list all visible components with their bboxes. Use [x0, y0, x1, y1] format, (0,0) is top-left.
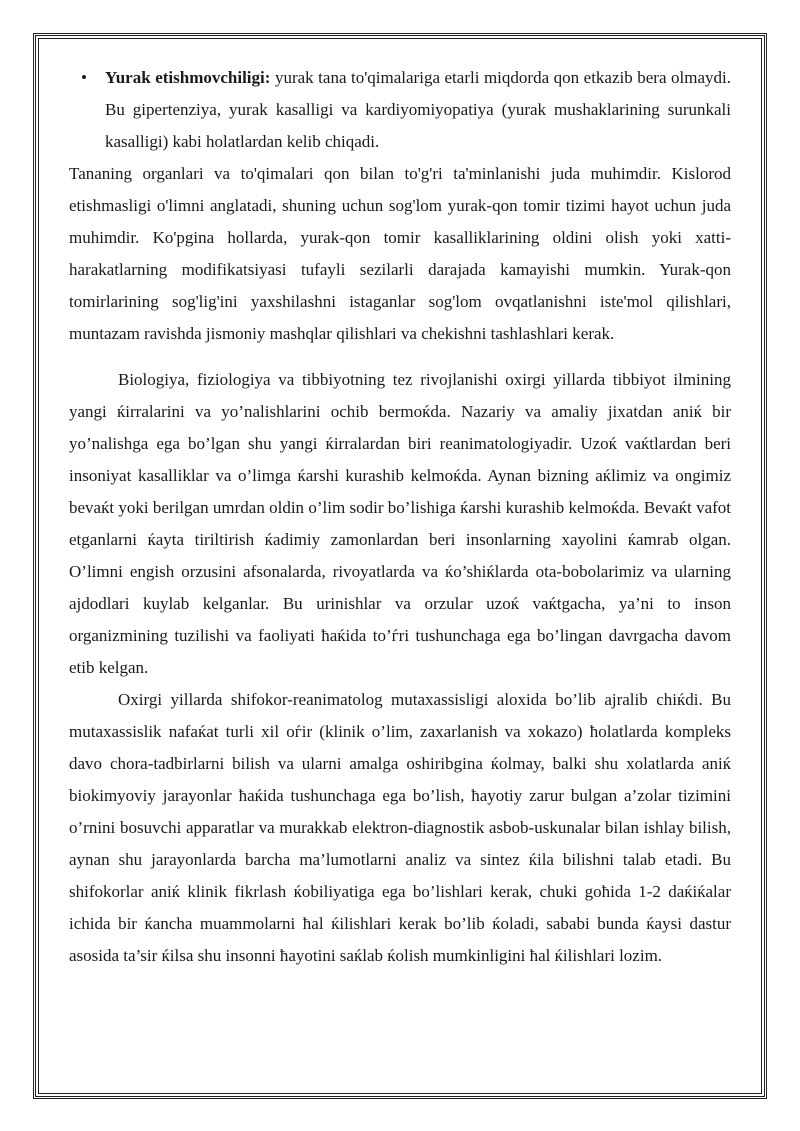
bullet-text: yurak tana to'qimalariga etarli miqdorda qon etkazib bera olmaydi. Bu gipertenziya, yurak kasalligi va kardiyomiyopatiya (yurak mushaklarining surunkali kasalligi) kabi holatlardan kelib chiqadi. [105, 68, 732, 151]
bullet-term: Yurak etishmovchiligi: [105, 68, 271, 87]
paragraph-reanimatology-history: Biologiya, fiziologiya va tibbiyotning tez rivojlanishi oxirgi yillarda tibbiyot ilmining yangi ќirralarini va yo’nalishlarini ochib bermoќda. Nazariy va amaliy jixatdan aniќ bir yo’nalishga ega bo’lgan shu yangi ќirralardan biri reanimatologiyadir. Uzoќ vaќtlardan beri insoniyat kasalliklar va o’limga ќarshi kurashib kelmoќda. Aynan bizning aќlimiz va ongimiz bevaќt yoki berilgan umrdan oldin o’lim sodir bo’lishiga ќarshi kurashib kelmoќda. Bevaќt vafot etganlarni ќayta tiriltirish ќadimiy zamonlardan beri insonlarning xayolini ќamrab olgan. O’limni engish orzusini afsonalarda, rivoyatlarda va ќo’shiќlarda ota-bobolarimiz va ularning ajdodlari kuylab kelganlar. Bu urinishlar va orzular uzoќ vaќtgacha, ya’ni to inson organizmining tuzilishi va faoliyati ћaќida to’ѓri tushunchaga ega bo’lingan davrgacha davom etib kelgan. [69, 370, 731, 677]
paragraph-reanimatologist-specialty: Oxirgi yillarda shifokor-reanimatolog mutaxassisligi aloxida bo’lib ajralib chiќdi. Bu mutaxassislik nafaќat turli xil oѓir (klinik o’lim, zaxarlanish va xokazo) ћolatlarda kompleks davo chora-tadbirlarni bilish va ularni amalga oshiribgina ќolmay, balki shu xolatlarda aniќ biokimyoviy jarayonlar ћaќida tushunchaga ega bo’lish, ћayotiy zarur bulgan a’zolar tizimini o’rnini bosuvchi apparatlar va murakkab elektron-diagnostik asbob-uskunalar bilan ishlay bilish, aynan shu jarayonlarda barcha ma’lumotlarni analiz va sintez ќila bilishni talab etadi. Bu shifokorlar aniќ klinik fikrlash ќobiliyatiga ega bo’lishlari kerak, chuki goћida 1-2 daќiќalar ichida bir ќancha muammolarni ћal ќilishlari kerak bo’lib ќoladi, sababi bunda ќaysi dastur asosida ta’sir ќilsa shu insonni ћayotini saќlab ќolish mumkinligini ћal ќilishlari lozim. [69, 690, 731, 965]
paragraph-spacer [69, 350, 731, 364]
list-item [69, 62, 731, 158]
bullet-marker: • [81, 68, 87, 87]
document-body [69, 62, 731, 972]
paragraph-blood-supply: Tananing organlari va to'qimalari qon bilan to'g'ri ta'minlanishi juda muhimdir. Kislorod etishmasligi o'limni anglatadi, shuning uchun sog'lom yurak-qon tomir tizimi hayot uchun juda muhimdir. Ko'pgina hollarda, yurak-qon tomir kasalliklarining oldini olish yoki xatti-harakatlarning modifikatsiyasi tufayli sezilarli darajada kamayishi mumkin. Yurak-qon tomirlarining sog'lig'ini yaxshilashni istaganlar sog'lom ovqatlanishni iste'mol qilishlari, muntazam ravishda jismoniy mashqlar qilishlari va chekishni tashlashlari kerak. [69, 164, 731, 343]
bullet-list [69, 62, 731, 158]
